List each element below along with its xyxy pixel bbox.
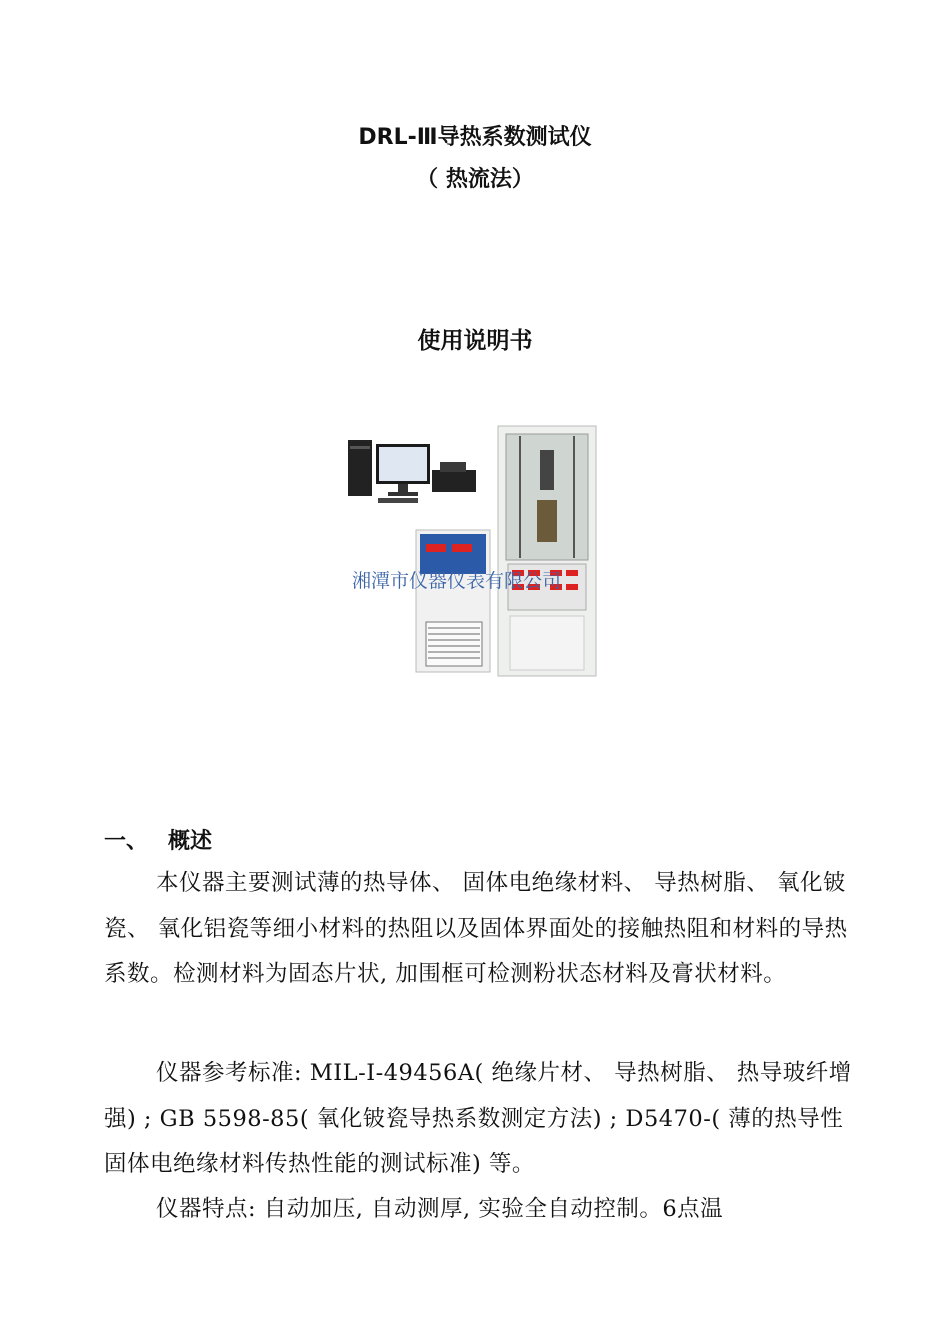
document-subtitle: （ 热流法） xyxy=(416,167,534,192)
section-heading xyxy=(104,824,212,855)
photo-watermark: 湘潭市仪器仪表有限公司 xyxy=(352,570,562,592)
paragraph-standards: 仪器参考标准: MIL-I-49456A( 绝缘片材、 导热树脂、 热导玻纤增强) ; GB 5598-85( 氧化铍瓷导热系数测定方法) ; D5470-( 薄的热导性固体电绝缘材料传热性能的测试标准) 等。 xyxy=(104,1060,852,1177)
paragraph-overview: 本仪器主要测试薄的热导体、 固体电绝缘材料、 导热树脂、 氧化铍瓷、 氧化铝瓷等细小材料的热阻以及固体界面处的接触热阻和材料的导热系数。检测材料为固态片状, 加围框可检测粉状态材料及膏状材料。 xyxy=(104,870,848,987)
product-photo xyxy=(340,420,604,682)
manual-title: 使用说明书 xyxy=(417,328,533,354)
document-title: DRL-Ⅲ导热系数测试仪 xyxy=(358,125,592,150)
section-title: 概述 xyxy=(168,829,213,854)
paragraph-features: 仪器特点: 自动加压, 自动测厚, 实验全自动控制。6点温 xyxy=(156,1196,724,1222)
section-number: 一、 xyxy=(104,829,149,854)
